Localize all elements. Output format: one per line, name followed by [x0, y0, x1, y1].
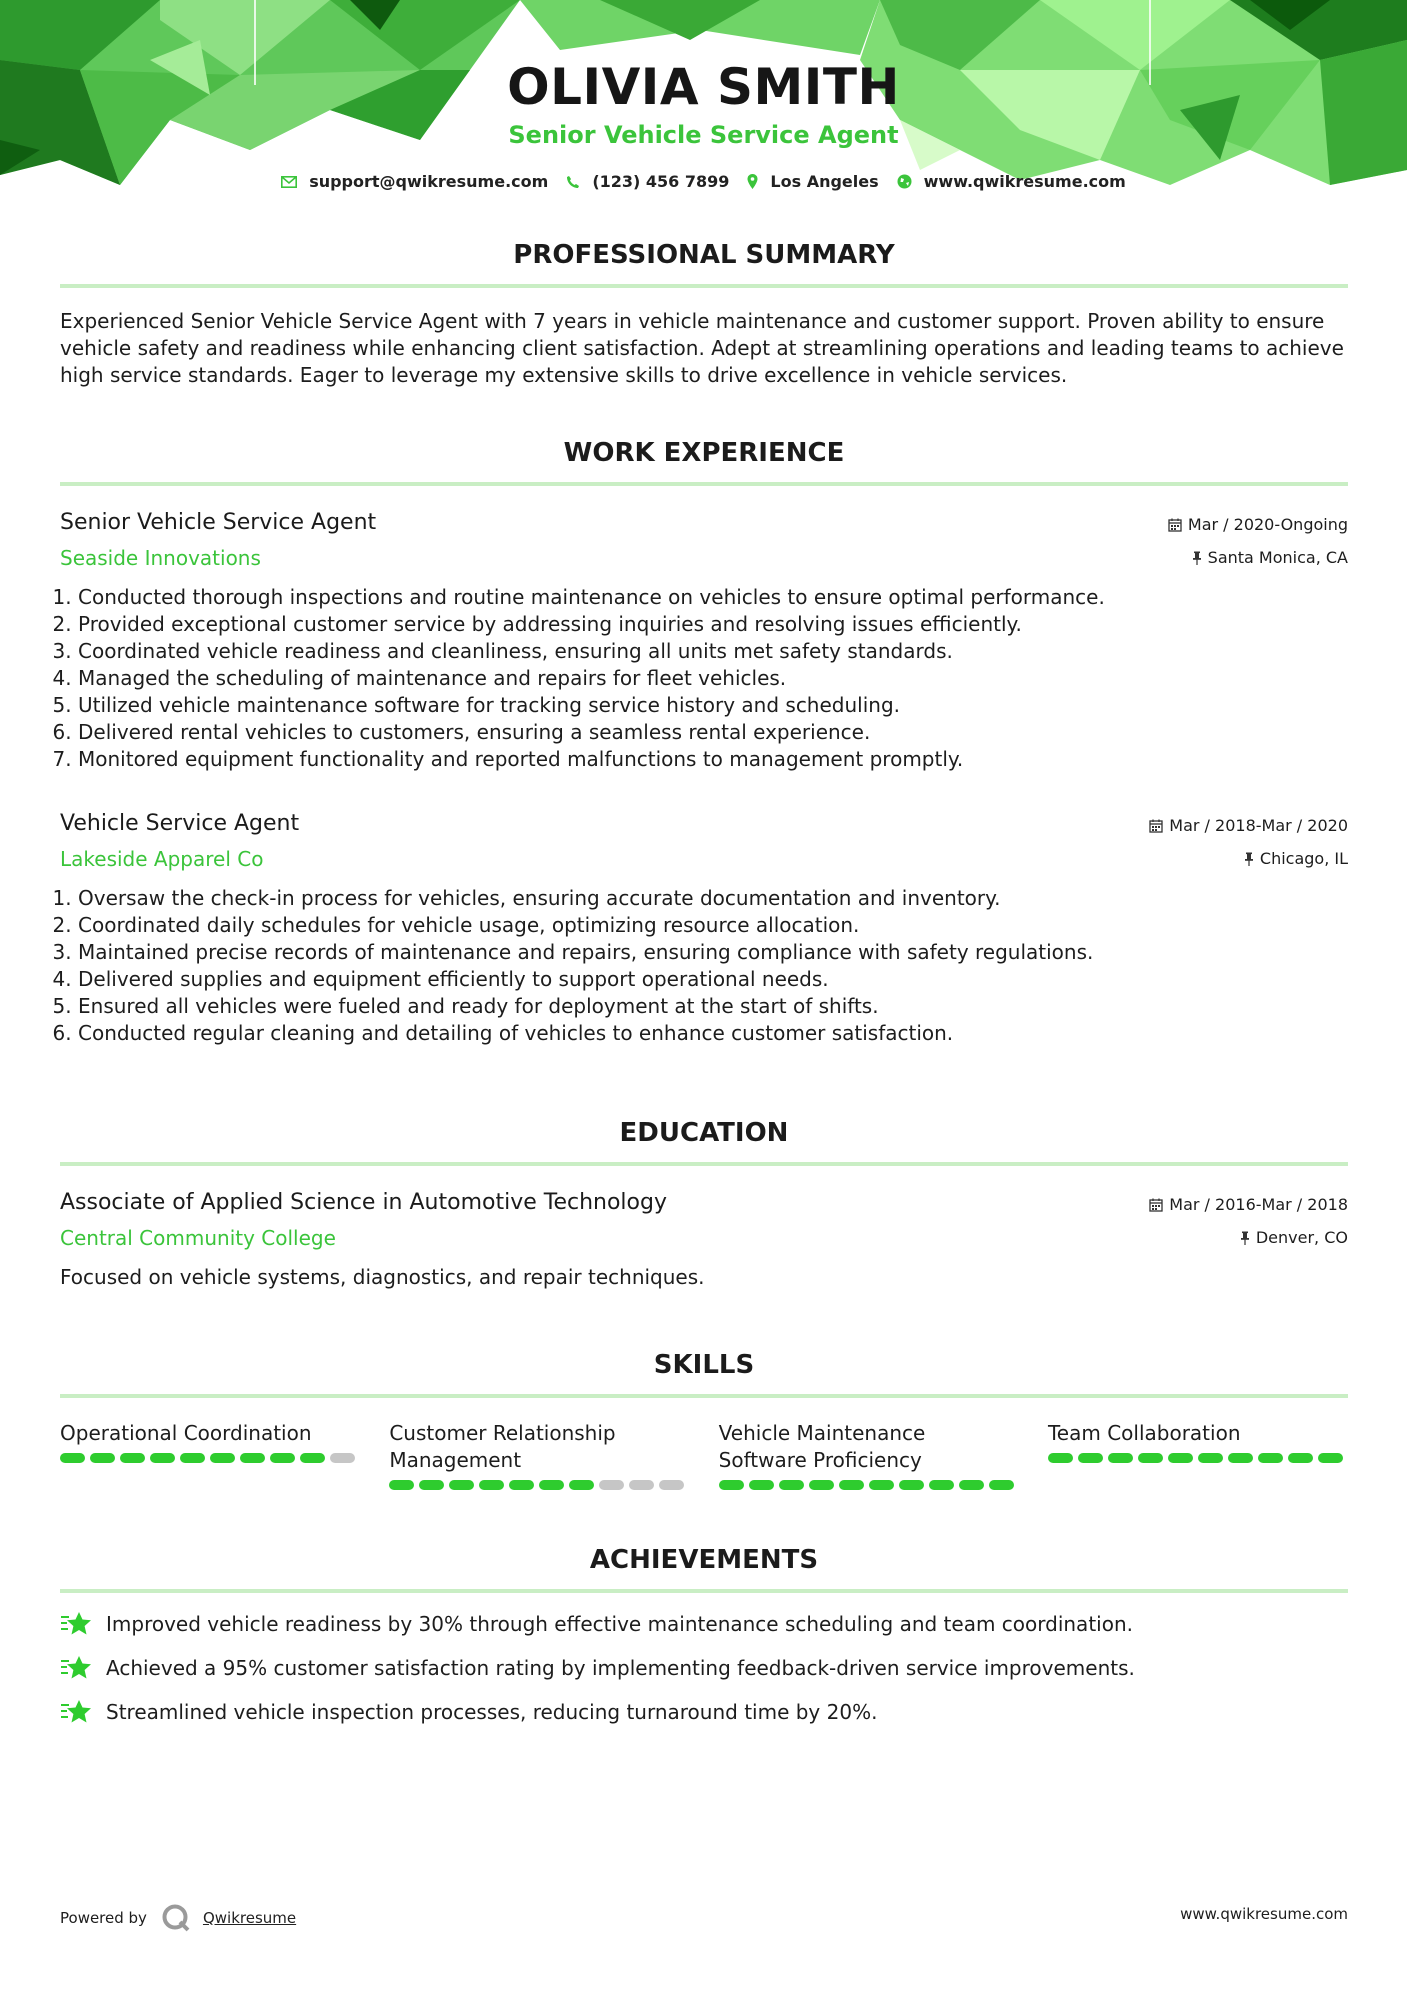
job-entry: [60, 510, 1348, 773]
skill-level-meter: [389, 1480, 689, 1490]
skill-dot-filled: [839, 1480, 864, 1490]
skill-dot-filled: [869, 1480, 894, 1490]
skill-name: Operational Coordination: [60, 1421, 312, 1445]
contact-website[interactable]: [897, 172, 1126, 191]
education-title: EDUCATION: [619, 1118, 789, 1148]
job-date-text: Mar / 2018-Mar / 2020: [1169, 816, 1348, 835]
skill-dot-filled: [1198, 1453, 1223, 1463]
company-name: Seaside Innovations: [60, 546, 261, 570]
candidate-name: OLIVIA SMITH: [507, 58, 900, 116]
qwikresume-logo-icon: [161, 1903, 191, 1933]
achievement-text: Streamlined vehicle inspection processes, reducing turnaround time by 20%.: [106, 1700, 878, 1724]
skill-dot-empty: [599, 1480, 624, 1490]
duty-item: 7. Monitored equipment functionality and reported malfunctions to management promptly.: [78, 746, 1348, 773]
powered-by-label: Powered by: [60, 1909, 147, 1927]
skill-dot-filled: [809, 1480, 834, 1490]
calendar-icon: [1149, 1198, 1163, 1212]
calendar-icon: [1149, 819, 1163, 833]
duty-item: 2. Provided exceptional customer service by addressing inquiries and resolving issues efficiently.: [78, 611, 1348, 638]
contact-bar: [0, 172, 1407, 191]
duty-item: 1. Oversaw the check-in process for vehicles, ensuring accurate documentation and inventory.: [78, 885, 1348, 912]
skill-dot-filled: [749, 1480, 774, 1490]
star-icon: [60, 1655, 92, 1681]
skill-dot-filled: [1108, 1453, 1133, 1463]
job-location: [1244, 849, 1348, 868]
skill-dot-filled: [419, 1480, 444, 1490]
phone-text: (123) 456 7899: [592, 172, 730, 191]
job-title: Senior Vehicle Service Agent: [60, 510, 377, 535]
contact-location: [747, 172, 878, 191]
skill-dot-filled: [1048, 1453, 1073, 1463]
skill-name: Customer Relationship Management: [389, 1421, 616, 1472]
skill-name: Team Collaboration: [1047, 1421, 1241, 1445]
experience-section: [60, 438, 1348, 1047]
calendar-icon: [1168, 518, 1182, 532]
skill-dot-filled: [1138, 1453, 1163, 1463]
star-icon: [60, 1611, 92, 1637]
education-location-text: Denver, CO: [1255, 1228, 1348, 1247]
achievement-item: [60, 1611, 1348, 1637]
job-date: [1168, 515, 1348, 534]
globe-icon: [897, 174, 912, 189]
envelope-icon: [281, 176, 297, 188]
powered-by: [60, 1903, 296, 1933]
contact-email[interactable]: [281, 172, 548, 191]
skills-title: SKILLS: [653, 1350, 755, 1380]
duty-item: 4. Managed the scheduling of maintenance and repairs for fleet vehicles.: [78, 665, 1348, 692]
skills-section: [60, 1350, 1348, 1490]
section-divider: [60, 1162, 1348, 1166]
section-divider: [60, 1589, 1348, 1593]
job-location: [1192, 548, 1348, 567]
skill-dot-filled: [509, 1480, 534, 1490]
skill-dot-filled: [1288, 1453, 1313, 1463]
skill-dot-filled: [240, 1453, 265, 1463]
education-location: [1240, 1228, 1348, 1247]
education-date-text: Mar / 2016-Mar / 2018: [1169, 1195, 1348, 1214]
duty-item: 6. Delivered rental vehicles to customers, ensuring a seamless rental experience.: [78, 719, 1348, 746]
section-divider: [60, 284, 1348, 288]
skill-level-meter: [1048, 1453, 1348, 1463]
education-date: [1149, 1195, 1348, 1214]
duty-item: 2. Coordinated daily schedules for vehicle usage, optimizing resource allocation.: [78, 912, 1348, 939]
achievements-section: [60, 1545, 1348, 1725]
skill-dot-filled: [60, 1453, 85, 1463]
skill-dot-filled: [150, 1453, 175, 1463]
achievement-text: Improved vehicle readiness by 30% through effective maintenance scheduling and team coordination.: [106, 1612, 1133, 1636]
map-pin-icon: [747, 174, 758, 189]
skill-item: [389, 1420, 689, 1490]
skill-dot-filled: [449, 1480, 474, 1490]
pushpin-icon: [1240, 1231, 1250, 1245]
skill-item: [1048, 1420, 1348, 1490]
education-entry: [60, 1190, 1348, 1291]
experience-title: WORK EXPERIENCE: [563, 438, 845, 468]
location-text: Los Angeles: [770, 172, 879, 191]
skill-dot-filled: [270, 1453, 295, 1463]
skill-dot-filled: [479, 1480, 504, 1490]
skill-level-meter: [719, 1480, 1019, 1490]
skill-dot-filled: [120, 1453, 145, 1463]
education-section: [60, 1118, 1348, 1291]
summary-section: [60, 240, 1348, 389]
achievements-title: ACHIEVEMENTS: [589, 1545, 819, 1575]
footer: [60, 1900, 1348, 1930]
education-description: Focused on vehicle systems, diagnostics, and repair techniques.: [60, 1265, 705, 1289]
duty-item: 4. Delivered supplies and equipment efficiently to support operational needs.: [78, 966, 1348, 993]
duty-item: 5. Utilized vehicle maintenance software for tracking service history and scheduling.: [78, 692, 1348, 719]
qwikresume-link[interactable]: Qwikresume: [202, 1909, 297, 1927]
skill-dot-filled: [180, 1453, 205, 1463]
job-entry: [60, 811, 1348, 1047]
skill-dot-filled: [989, 1480, 1014, 1490]
skill-dot-filled: [1078, 1453, 1103, 1463]
duty-item: 3. Coordinated vehicle readiness and cleanliness, ensuring all units met safety standards.: [78, 638, 1348, 665]
skill-level-meter: [60, 1453, 360, 1463]
pushpin-icon: [1192, 551, 1202, 565]
duties-list: [60, 885, 1348, 1047]
duties-list: [60, 584, 1348, 773]
skill-dot-filled: [569, 1480, 594, 1490]
website-text: www.qwikresume.com: [923, 172, 1126, 191]
star-icon: [60, 1699, 92, 1725]
job-title: Vehicle Service Agent: [60, 811, 300, 836]
skill-dot-empty: [629, 1480, 654, 1490]
achievement-item: [60, 1699, 1348, 1725]
phone-icon: [566, 175, 580, 189]
section-divider: [60, 1394, 1348, 1398]
skill-dot-empty: [659, 1480, 684, 1490]
skill-dot-filled: [929, 1480, 954, 1490]
footer-url[interactable]: www.qwikresume.com: [1180, 1905, 1348, 1923]
duty-item: 1. Conducted thorough inspections and routine maintenance on vehicles to ensure optimal performance.: [78, 584, 1348, 611]
skill-dot-filled: [389, 1480, 414, 1490]
pushpin-icon: [1244, 852, 1254, 866]
duty-item: 3. Maintained precise records of maintenance and repairs, ensuring compliance with safety regulations.: [78, 939, 1348, 966]
skill-dot-filled: [1228, 1453, 1253, 1463]
section-divider: [60, 482, 1348, 486]
skill-dot-filled: [210, 1453, 235, 1463]
job-location-text: Chicago, IL: [1259, 849, 1348, 868]
skill-dot-filled: [90, 1453, 115, 1463]
job-location-text: Santa Monica, CA: [1207, 548, 1348, 567]
achievement-item: [60, 1655, 1348, 1681]
skill-dot-filled: [1168, 1453, 1193, 1463]
candidate-role: Senior Vehicle Service Agent: [508, 121, 899, 149]
skill-dot-filled: [959, 1480, 984, 1490]
duty-item: 6. Conducted regular cleaning and detailing of vehicles to enhance customer satisfaction.: [78, 1020, 1348, 1047]
skill-item: [60, 1420, 360, 1490]
achievements-list: [60, 1611, 1348, 1725]
skill-dot-filled: [1318, 1453, 1343, 1463]
degree-title: Associate of Applied Science in Automotive Technology: [60, 1190, 667, 1215]
skills-grid: [60, 1420, 1348, 1490]
skill-dot-empty: [330, 1453, 355, 1463]
skill-dot-filled: [1258, 1453, 1283, 1463]
duty-item: 5. Ensured all vehicles were fueled and ready for deployment at the start of shifts.: [78, 993, 1348, 1020]
job-date-text: Mar / 2020-Ongoing: [1187, 515, 1348, 534]
job-date: [1149, 816, 1348, 835]
skill-dot-filled: [300, 1453, 325, 1463]
company-name: Lakeside Apparel Co: [60, 847, 264, 871]
achievement-text: Achieved a 95% customer satisfaction rating by implementing feedback-driven service improvements.: [106, 1656, 1135, 1680]
skill-item: [719, 1420, 1019, 1490]
skill-dot-filled: [719, 1480, 744, 1490]
skill-dot-filled: [779, 1480, 804, 1490]
summary-text: Experienced Senior Vehicle Service Agent with 7 years in vehicle maintenance and customer support. Proven ability to ensure vehicle safety and readiness while enhancing client satisfaction. Adept at streamlining operations and leading teams to achieve high service standards. Eager to leverage my extensive skills to drive excellence in vehicle services.: [60, 309, 1344, 387]
skill-dot-filled: [539, 1480, 564, 1490]
contact-phone[interactable]: [566, 172, 729, 191]
skill-dot-filled: [899, 1480, 924, 1490]
school-name: Central Community College: [60, 1226, 336, 1250]
email-text: support@qwikresume.com: [309, 172, 549, 191]
summary-title: PROFESSIONAL SUMMARY: [513, 240, 895, 270]
skill-name: Vehicle Maintenance Software Proficiency: [718, 1421, 926, 1472]
